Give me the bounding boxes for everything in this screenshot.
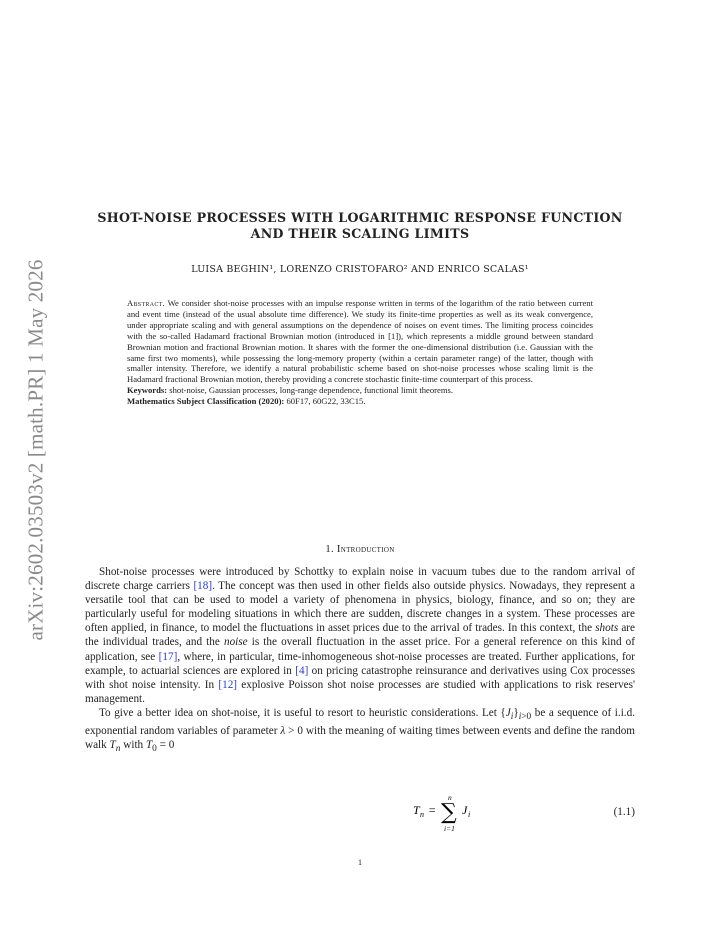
arxiv-side-label	[16, 250, 56, 650]
page-number: 1	[358, 858, 362, 867]
equation-1-1	[85, 795, 635, 845]
body-text	[85, 565, 635, 757]
abstract-label: Abstract.	[127, 298, 166, 308]
section-number: 1.	[325, 544, 334, 555]
svg-text:n: n	[448, 795, 452, 802]
svg-text:n: n	[420, 810, 424, 819]
title-line-1: SHOT-NOISE PROCESSES WITH LOGARITHMIC RESPONSE FUNCTION	[97, 210, 623, 225]
citation-link[interactable]: [18]	[193, 580, 213, 593]
svg-text:J: J	[462, 803, 468, 817]
svg-text:i=1: i=1	[444, 824, 455, 833]
abstract-text: We consider shot-noise processes with an impulse response written in terms of the logarithm of the ratio between current and event time (instead of the usual absolute time difference). We study its finite-time properties as well as its weak convergence, under appropriate scaling and with general assumptions on the dependence of noises on event times. The limiting process coincides with the so-called Hadamard fractional Brownian motion (introduced in [1]), which represents a middle ground between standard Brownian motion and fractional Brownian motion. It shares with the former the one-dimensional distribution (i.e. Gaussian with the same first two moments), while possessing the long-memory property (within a certain parameter range) of the latter, though with smaller intensity. Therefore, we identify a natural probabilistic scheme based on shot-noise processes whose scaling limit is the Hadamard fractional Brownian motion, thereby providing a concrete stochastic finite-time counterpart of this process.	[127, 298, 593, 385]
svg-text:T: T	[413, 803, 420, 817]
arxiv-identifier: arXiv:2602.03503v2 [math.PR] 1 May 2026	[23, 259, 48, 641]
keywords-text: shot-noise, Gaussian processes, long-range dependence, functional limit theorems.	[169, 385, 454, 396]
citation-link[interactable]: [17]	[158, 650, 178, 663]
paragraph: Shot-noise processes were introduced by Schottky to explain noise in vacuum tubes due to the random arrival of discrete charge carriers [18]. The concept was then used in other fields also outside physics. Nowadays, they represent a versatile tool that can be used to model a variety of phenomena in physics, biology, finance, and so on; they are particularly useful for modeling situations in which there are sudden, discrete changes in a system. These processes are often applied, in finance, to model the fluctuations in asset prices due to the arrival of trades. In this context, the shots are the individual trades, and the noise is the overall fluctuation in the asset price. For a general reference on this kind of application, see [17], where, in particular, time-inhomogeneous shot-noise processes are treated. Further applications, for example, to actuarial sciences are explored in [4] on pricing catastrophe reinsurance and derivatives using Cox processes with shot noise intensity. In [12] explosive Poisson shot noise processes are studied with applications to risk reserves' management.	[85, 566, 636, 705]
section-title: Introduction	[336, 544, 395, 555]
author-list: LUISA BEGHIN¹, LORENZO CRISTOFARO² AND ENRICO SCALAS¹	[191, 264, 529, 275]
msc-label: Mathematics Subject Classification (2020):	[127, 396, 285, 407]
keywords-label: Keywords:	[127, 385, 168, 396]
svg-text:i: i	[468, 810, 471, 819]
msc-text: 60F17, 60G22, 33C15.	[286, 396, 366, 407]
keywords	[127, 385, 593, 396]
msc	[127, 396, 593, 407]
equation-formula	[413, 795, 493, 845]
abstract-paragraph	[127, 298, 593, 385]
citation-link[interactable]: [12]	[218, 678, 238, 691]
paper-title	[80, 210, 640, 242]
citation-link[interactable]: [4]	[295, 664, 309, 677]
title-line-2: AND THEIR SCALING LIMITS	[250, 226, 470, 241]
paragraph: To give a better idea on shot-noise, it is useful to resort to heuristic considerations. Let $\{J_i\}_{i>0}$ be a sequence of i.i.d. exponential random variables of parameter λ > 0 with the meaning of waiting times between events and define the random walk $T_n$ with $T_0 = 0$	[85, 706, 635, 755]
section-heading	[80, 544, 640, 555]
svg-text:=: =	[428, 803, 437, 817]
abstract	[127, 298, 593, 407]
equation-number: (1.1)	[613, 806, 635, 818]
svg-text:∑: ∑	[441, 800, 457, 825]
